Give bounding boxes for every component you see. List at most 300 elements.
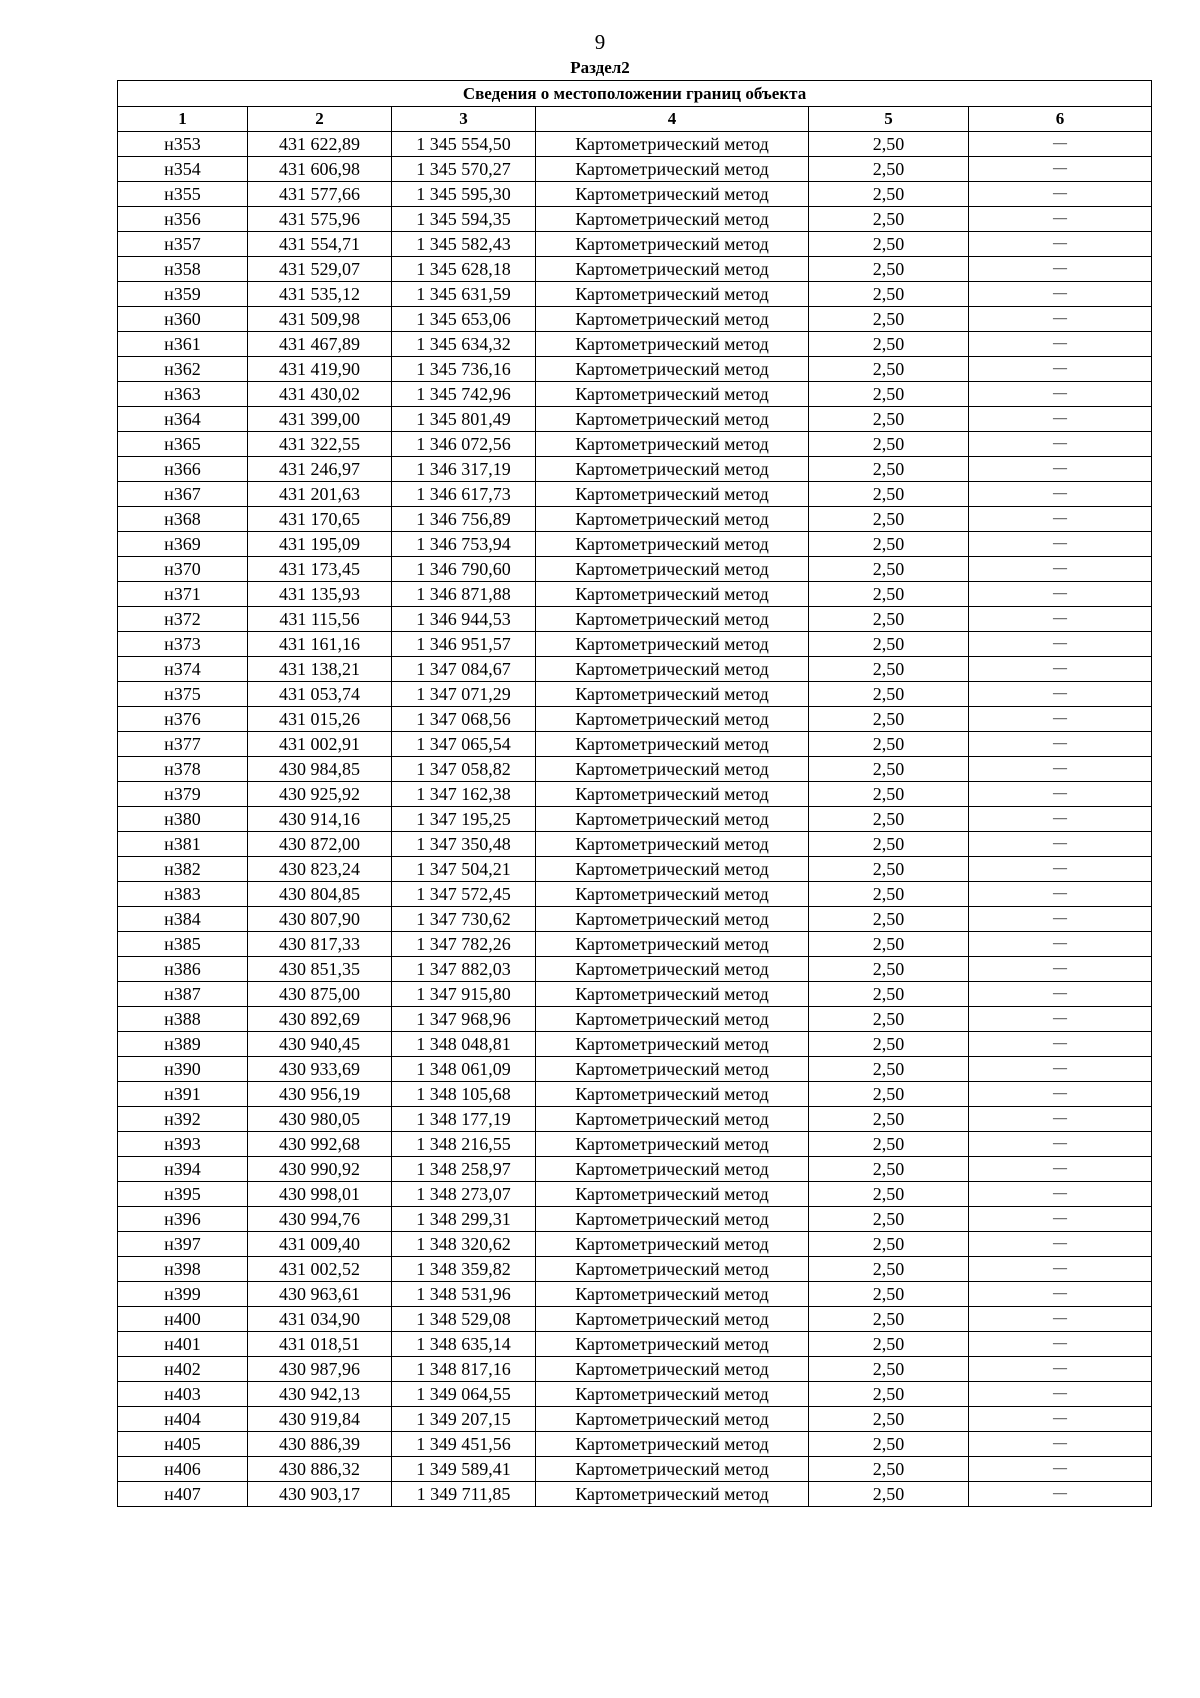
description-cell: — <box>969 1457 1152 1482</box>
description-cell: — <box>969 257 1152 282</box>
point-id-cell: н365 <box>118 432 248 457</box>
y-coordinate-cell: 1 347 065,54 <box>392 732 536 757</box>
point-id-cell: н401 <box>118 1332 248 1357</box>
description-cell: — <box>969 1082 1152 1107</box>
y-coordinate-cell: 1 347 350,48 <box>392 832 536 857</box>
table-row <box>118 1307 1152 1332</box>
x-coordinate-cell: 431 575,96 <box>248 207 392 232</box>
point-id-cell: н357 <box>118 232 248 257</box>
method-cell: Картометрический метод <box>536 1357 809 1382</box>
description-cell: — <box>969 557 1152 582</box>
column-header-3: 3 <box>392 107 536 132</box>
point-id-cell: н396 <box>118 1207 248 1232</box>
table-row <box>118 332 1152 357</box>
accuracy-cell: 2,50 <box>809 182 969 207</box>
x-coordinate-cell: 431 535,12 <box>248 282 392 307</box>
table-row <box>118 907 1152 932</box>
table-row <box>118 282 1152 307</box>
y-coordinate-cell: 1 346 317,19 <box>392 457 536 482</box>
y-coordinate-cell: 1 346 756,89 <box>392 507 536 532</box>
y-coordinate-cell: 1 348 216,55 <box>392 1132 536 1157</box>
y-coordinate-cell: 1 348 817,16 <box>392 1357 536 1382</box>
point-id-cell: н383 <box>118 882 248 907</box>
y-coordinate-cell: 1 346 951,57 <box>392 632 536 657</box>
x-coordinate-cell: 431 135,93 <box>248 582 392 607</box>
table-row <box>118 482 1152 507</box>
point-id-cell: н387 <box>118 982 248 1007</box>
y-coordinate-cell: 1 345 736,16 <box>392 357 536 382</box>
x-coordinate-cell: 430 851,35 <box>248 957 392 982</box>
description-cell: — <box>969 857 1152 882</box>
point-id-cell: н395 <box>118 1182 248 1207</box>
x-coordinate-cell: 430 956,19 <box>248 1082 392 1107</box>
method-cell: Картометрический метод <box>536 982 809 1007</box>
description-cell: — <box>969 932 1152 957</box>
x-coordinate-cell: 430 892,69 <box>248 1007 392 1032</box>
table-row <box>118 632 1152 657</box>
description-cell: — <box>969 182 1152 207</box>
accuracy-cell: 2,50 <box>809 932 969 957</box>
method-cell: Картометрический метод <box>536 732 809 757</box>
y-coordinate-cell: 1 347 195,25 <box>392 807 536 832</box>
point-id-cell: н356 <box>118 207 248 232</box>
x-coordinate-cell: 430 914,16 <box>248 807 392 832</box>
x-coordinate-cell: 431 002,52 <box>248 1257 392 1282</box>
method-cell: Картометрический метод <box>536 1182 809 1207</box>
accuracy-cell: 2,50 <box>809 232 969 257</box>
method-cell: Картометрический метод <box>536 1307 809 1332</box>
y-coordinate-cell: 1 345 631,59 <box>392 282 536 307</box>
table-row <box>118 1132 1152 1157</box>
x-coordinate-cell: 430 998,01 <box>248 1182 392 1207</box>
accuracy-cell: 2,50 <box>809 1157 969 1182</box>
method-cell: Картометрический метод <box>536 1057 809 1082</box>
accuracy-cell: 2,50 <box>809 1482 969 1507</box>
description-cell: — <box>969 407 1152 432</box>
method-cell: Картометрический метод <box>536 232 809 257</box>
table-row <box>118 932 1152 957</box>
y-coordinate-cell: 1 346 753,94 <box>392 532 536 557</box>
description-cell: — <box>969 782 1152 807</box>
accuracy-cell: 2,50 <box>809 1007 969 1032</box>
method-cell: Картометрический метод <box>536 1257 809 1282</box>
point-id-cell: н367 <box>118 482 248 507</box>
point-id-cell: н399 <box>118 1282 248 1307</box>
accuracy-cell: 2,50 <box>809 307 969 332</box>
table-row <box>118 1457 1152 1482</box>
column-header-1: 1 <box>118 107 248 132</box>
description-cell: — <box>969 807 1152 832</box>
table-row <box>118 607 1152 632</box>
point-id-cell: н364 <box>118 407 248 432</box>
point-id-cell: н359 <box>118 282 248 307</box>
accuracy-cell: 2,50 <box>809 407 969 432</box>
method-cell: Картометрический метод <box>536 1207 809 1232</box>
y-coordinate-cell: 1 346 617,73 <box>392 482 536 507</box>
method-cell: Картометрический метод <box>536 807 809 832</box>
method-cell: Картометрический метод <box>536 1032 809 1057</box>
accuracy-cell: 2,50 <box>809 132 969 157</box>
method-cell: Картометрический метод <box>536 1482 809 1507</box>
table-row <box>118 1382 1152 1407</box>
accuracy-cell: 2,50 <box>809 382 969 407</box>
point-id-cell: н393 <box>118 1132 248 1157</box>
x-coordinate-cell: 430 886,39 <box>248 1432 392 1457</box>
table-row <box>118 1232 1152 1257</box>
x-coordinate-cell: 431 467,89 <box>248 332 392 357</box>
y-coordinate-cell: 1 348 177,19 <box>392 1107 536 1132</box>
x-coordinate-cell: 431 419,90 <box>248 357 392 382</box>
accuracy-cell: 2,50 <box>809 432 969 457</box>
table-row <box>118 557 1152 582</box>
point-id-cell: н384 <box>118 907 248 932</box>
method-cell: Картометрический метод <box>536 757 809 782</box>
table-row <box>118 357 1152 382</box>
y-coordinate-cell: 1 347 882,03 <box>392 957 536 982</box>
method-cell: Картометрический метод <box>536 582 809 607</box>
x-coordinate-cell: 430 994,76 <box>248 1207 392 1232</box>
description-cell: — <box>969 332 1152 357</box>
y-coordinate-cell: 1 345 634,32 <box>392 332 536 357</box>
x-coordinate-cell: 430 886,32 <box>248 1457 392 1482</box>
description-cell: — <box>969 532 1152 557</box>
description-cell: — <box>969 1307 1152 1332</box>
point-id-cell: н380 <box>118 807 248 832</box>
accuracy-cell: 2,50 <box>809 657 969 682</box>
accuracy-cell: 2,50 <box>809 757 969 782</box>
boundary-coordinates-table <box>117 80 1152 1507</box>
table-row <box>118 1332 1152 1357</box>
point-id-cell: н400 <box>118 1307 248 1332</box>
table-row <box>118 1357 1152 1382</box>
x-coordinate-cell: 431 399,00 <box>248 407 392 432</box>
table-row <box>118 832 1152 857</box>
accuracy-cell: 2,50 <box>809 782 969 807</box>
point-id-cell: н368 <box>118 507 248 532</box>
point-id-cell: н391 <box>118 1082 248 1107</box>
page-number: 9 <box>594 30 606 54</box>
x-coordinate-cell: 430 807,90 <box>248 907 392 932</box>
accuracy-cell: 2,50 <box>809 582 969 607</box>
y-coordinate-cell: 1 345 594,35 <box>392 207 536 232</box>
point-id-cell: н402 <box>118 1357 248 1382</box>
description-cell: — <box>969 707 1152 732</box>
y-coordinate-cell: 1 346 871,88 <box>392 582 536 607</box>
accuracy-cell: 2,50 <box>809 607 969 632</box>
accuracy-cell: 2,50 <box>809 1057 969 1082</box>
x-coordinate-cell: 430 942,13 <box>248 1382 392 1407</box>
method-cell: Картометрический метод <box>536 632 809 657</box>
y-coordinate-cell: 1 348 359,82 <box>392 1257 536 1282</box>
description-cell: — <box>969 1257 1152 1282</box>
point-id-cell: н385 <box>118 932 248 957</box>
table-body <box>118 132 1152 1507</box>
point-id-cell: н369 <box>118 532 248 557</box>
point-id-cell: н376 <box>118 707 248 732</box>
x-coordinate-cell: 431 201,63 <box>248 482 392 507</box>
table-row <box>118 1157 1152 1182</box>
x-coordinate-cell: 431 034,90 <box>248 1307 392 1332</box>
y-coordinate-cell: 1 348 105,68 <box>392 1082 536 1107</box>
description-cell: — <box>969 1357 1152 1382</box>
description-cell: — <box>969 1032 1152 1057</box>
x-coordinate-cell: 430 933,69 <box>248 1057 392 1082</box>
accuracy-cell: 2,50 <box>809 1182 969 1207</box>
method-cell: Картометрический метод <box>536 532 809 557</box>
accuracy-cell: 2,50 <box>809 1132 969 1157</box>
table-row <box>118 1407 1152 1432</box>
description-cell: — <box>969 1432 1152 1457</box>
accuracy-cell: 2,50 <box>809 557 969 582</box>
method-cell: Картометрический метод <box>536 382 809 407</box>
method-cell: Картометрический метод <box>536 682 809 707</box>
method-cell: Картометрический метод <box>536 1282 809 1307</box>
x-coordinate-cell: 430 925,92 <box>248 782 392 807</box>
table-row <box>118 207 1152 232</box>
table-row <box>118 382 1152 407</box>
point-id-cell: н361 <box>118 332 248 357</box>
method-cell: Картометрический метод <box>536 832 809 857</box>
accuracy-cell: 2,50 <box>809 332 969 357</box>
method-cell: Картометрический метод <box>536 457 809 482</box>
x-coordinate-cell: 430 875,00 <box>248 982 392 1007</box>
accuracy-cell: 2,50 <box>809 1282 969 1307</box>
description-cell: — <box>969 1132 1152 1157</box>
accuracy-cell: 2,50 <box>809 1332 969 1357</box>
table-row <box>118 807 1152 832</box>
table-row <box>118 1057 1152 1082</box>
point-id-cell: н392 <box>118 1107 248 1132</box>
y-coordinate-cell: 1 348 531,96 <box>392 1282 536 1307</box>
accuracy-cell: 2,50 <box>809 1457 969 1482</box>
method-cell: Картометрический метод <box>536 1157 809 1182</box>
method-cell: Картометрический метод <box>536 932 809 957</box>
table-row <box>118 732 1152 757</box>
description-cell: — <box>969 582 1152 607</box>
point-id-cell: н389 <box>118 1032 248 1057</box>
x-coordinate-cell: 430 990,92 <box>248 1157 392 1182</box>
description-cell: — <box>969 1007 1152 1032</box>
accuracy-cell: 2,50 <box>809 957 969 982</box>
y-coordinate-cell: 1 348 320,62 <box>392 1232 536 1257</box>
x-coordinate-cell: 431 053,74 <box>248 682 392 707</box>
table-row <box>118 757 1152 782</box>
accuracy-cell: 2,50 <box>809 732 969 757</box>
table-caption-row <box>118 81 1152 107</box>
y-coordinate-cell: 1 347 968,96 <box>392 1007 536 1032</box>
table-row <box>118 507 1152 532</box>
table-row <box>118 1082 1152 1107</box>
point-id-cell: н358 <box>118 257 248 282</box>
x-coordinate-cell: 431 622,89 <box>248 132 392 157</box>
description-cell: — <box>969 282 1152 307</box>
accuracy-cell: 2,50 <box>809 1032 969 1057</box>
accuracy-cell: 2,50 <box>809 682 969 707</box>
point-id-cell: н404 <box>118 1407 248 1432</box>
description-cell: — <box>969 357 1152 382</box>
y-coordinate-cell: 1 345 595,30 <box>392 182 536 207</box>
description-cell: — <box>969 882 1152 907</box>
y-coordinate-cell: 1 348 299,31 <box>392 1207 536 1232</box>
y-coordinate-cell: 1 347 071,29 <box>392 682 536 707</box>
column-header-row <box>118 107 1152 132</box>
point-id-cell: н405 <box>118 1432 248 1457</box>
y-coordinate-cell: 1 347 068,56 <box>392 707 536 732</box>
description-cell: — <box>969 382 1152 407</box>
accuracy-cell: 2,50 <box>809 1382 969 1407</box>
description-cell: — <box>969 482 1152 507</box>
description-cell: — <box>969 1207 1152 1232</box>
description-cell: — <box>969 957 1152 982</box>
table-row <box>118 1107 1152 1132</box>
description-cell: — <box>969 607 1152 632</box>
accuracy-cell: 2,50 <box>809 1407 969 1432</box>
table-row <box>118 707 1152 732</box>
point-id-cell: н398 <box>118 1257 248 1282</box>
point-id-cell: н379 <box>118 782 248 807</box>
x-coordinate-cell: 430 872,00 <box>248 832 392 857</box>
accuracy-cell: 2,50 <box>809 1082 969 1107</box>
method-cell: Картометрический метод <box>536 607 809 632</box>
y-coordinate-cell: 1 347 162,38 <box>392 782 536 807</box>
y-coordinate-cell: 1 349 589,41 <box>392 1457 536 1482</box>
point-id-cell: н370 <box>118 557 248 582</box>
x-coordinate-cell: 431 002,91 <box>248 732 392 757</box>
accuracy-cell: 2,50 <box>809 882 969 907</box>
table-row <box>118 407 1152 432</box>
accuracy-cell: 2,50 <box>809 1432 969 1457</box>
y-coordinate-cell: 1 349 711,85 <box>392 1482 536 1507</box>
x-coordinate-cell: 431 246,97 <box>248 457 392 482</box>
point-id-cell: н394 <box>118 1157 248 1182</box>
accuracy-cell: 2,50 <box>809 982 969 1007</box>
accuracy-cell: 2,50 <box>809 1307 969 1332</box>
point-id-cell: н366 <box>118 457 248 482</box>
method-cell: Картометрический метод <box>536 507 809 532</box>
description-cell: — <box>969 907 1152 932</box>
point-id-cell: н374 <box>118 657 248 682</box>
x-coordinate-cell: 431 170,65 <box>248 507 392 532</box>
y-coordinate-cell: 1 345 653,06 <box>392 307 536 332</box>
accuracy-cell: 2,50 <box>809 507 969 532</box>
x-coordinate-cell: 430 992,68 <box>248 1132 392 1157</box>
table-row <box>118 182 1152 207</box>
point-id-cell: н386 <box>118 957 248 982</box>
y-coordinate-cell: 1 348 061,09 <box>392 1057 536 1082</box>
table-row <box>118 982 1152 1007</box>
y-coordinate-cell: 1 347 782,26 <box>392 932 536 957</box>
x-coordinate-cell: 430 903,17 <box>248 1482 392 1507</box>
table-row <box>118 582 1152 607</box>
description-cell: — <box>969 657 1152 682</box>
point-id-cell: н353 <box>118 132 248 157</box>
point-id-cell: н363 <box>118 382 248 407</box>
table-row <box>118 1257 1152 1282</box>
description-cell: — <box>969 732 1152 757</box>
method-cell: Картометрический метод <box>536 257 809 282</box>
method-cell: Картометрический метод <box>536 707 809 732</box>
accuracy-cell: 2,50 <box>809 1232 969 1257</box>
method-cell: Картометрический метод <box>536 1332 809 1357</box>
accuracy-cell: 2,50 <box>809 857 969 882</box>
y-coordinate-cell: 1 348 529,08 <box>392 1307 536 1332</box>
accuracy-cell: 2,50 <box>809 1207 969 1232</box>
description-cell: — <box>969 1382 1152 1407</box>
point-id-cell: н407 <box>118 1482 248 1507</box>
description-cell: — <box>969 207 1152 232</box>
x-coordinate-cell: 430 823,24 <box>248 857 392 882</box>
column-header-4: 4 <box>536 107 809 132</box>
description-cell: — <box>969 457 1152 482</box>
y-coordinate-cell: 1 348 048,81 <box>392 1032 536 1057</box>
method-cell: Картометрический метод <box>536 1232 809 1257</box>
x-coordinate-cell: 431 554,71 <box>248 232 392 257</box>
column-header-5: 5 <box>809 107 969 132</box>
method-cell: Картометрический метод <box>536 957 809 982</box>
table-row <box>118 1207 1152 1232</box>
y-coordinate-cell: 1 349 064,55 <box>392 1382 536 1407</box>
y-coordinate-cell: 1 346 944,53 <box>392 607 536 632</box>
description-cell: — <box>969 232 1152 257</box>
table-row <box>118 1432 1152 1457</box>
x-coordinate-cell: 430 987,96 <box>248 1357 392 1382</box>
x-coordinate-cell: 431 018,51 <box>248 1332 392 1357</box>
y-coordinate-cell: 1 349 451,56 <box>392 1432 536 1457</box>
method-cell: Картометрический метод <box>536 482 809 507</box>
accuracy-cell: 2,50 <box>809 257 969 282</box>
description-cell: — <box>969 157 1152 182</box>
x-coordinate-cell: 431 115,56 <box>248 607 392 632</box>
table-row <box>118 1182 1152 1207</box>
x-coordinate-cell: 431 322,55 <box>248 432 392 457</box>
method-cell: Картометрический метод <box>536 307 809 332</box>
table-row <box>118 1032 1152 1057</box>
x-coordinate-cell: 431 161,16 <box>248 632 392 657</box>
x-coordinate-cell: 431 173,45 <box>248 557 392 582</box>
accuracy-cell: 2,50 <box>809 357 969 382</box>
table-row <box>118 457 1152 482</box>
point-id-cell: н371 <box>118 582 248 607</box>
method-cell: Картометрический метод <box>536 1132 809 1157</box>
x-coordinate-cell: 431 577,66 <box>248 182 392 207</box>
table-row <box>118 657 1152 682</box>
y-coordinate-cell: 1 345 570,27 <box>392 157 536 182</box>
x-coordinate-cell: 430 919,84 <box>248 1407 392 1432</box>
y-coordinate-cell: 1 347 504,21 <box>392 857 536 882</box>
table-row <box>118 882 1152 907</box>
accuracy-cell: 2,50 <box>809 482 969 507</box>
x-coordinate-cell: 430 984,85 <box>248 757 392 782</box>
description-cell: — <box>969 507 1152 532</box>
accuracy-cell: 2,50 <box>809 632 969 657</box>
x-coordinate-cell: 431 009,40 <box>248 1232 392 1257</box>
description-cell: — <box>969 1182 1152 1207</box>
x-coordinate-cell: 430 817,33 <box>248 932 392 957</box>
table-row <box>118 1482 1152 1507</box>
table-caption: Сведения о местоположении границ объекта <box>118 81 1152 107</box>
x-coordinate-cell: 430 940,45 <box>248 1032 392 1057</box>
point-id-cell: н406 <box>118 1457 248 1482</box>
x-coordinate-cell: 431 606,98 <box>248 157 392 182</box>
y-coordinate-cell: 1 347 730,62 <box>392 907 536 932</box>
method-cell: Картометрический метод <box>536 357 809 382</box>
method-cell: Картометрический метод <box>536 882 809 907</box>
point-id-cell: н378 <box>118 757 248 782</box>
method-cell: Картометрический метод <box>536 432 809 457</box>
y-coordinate-cell: 1 347 572,45 <box>392 882 536 907</box>
method-cell: Картометрический метод <box>536 1432 809 1457</box>
description-cell: — <box>969 1157 1152 1182</box>
